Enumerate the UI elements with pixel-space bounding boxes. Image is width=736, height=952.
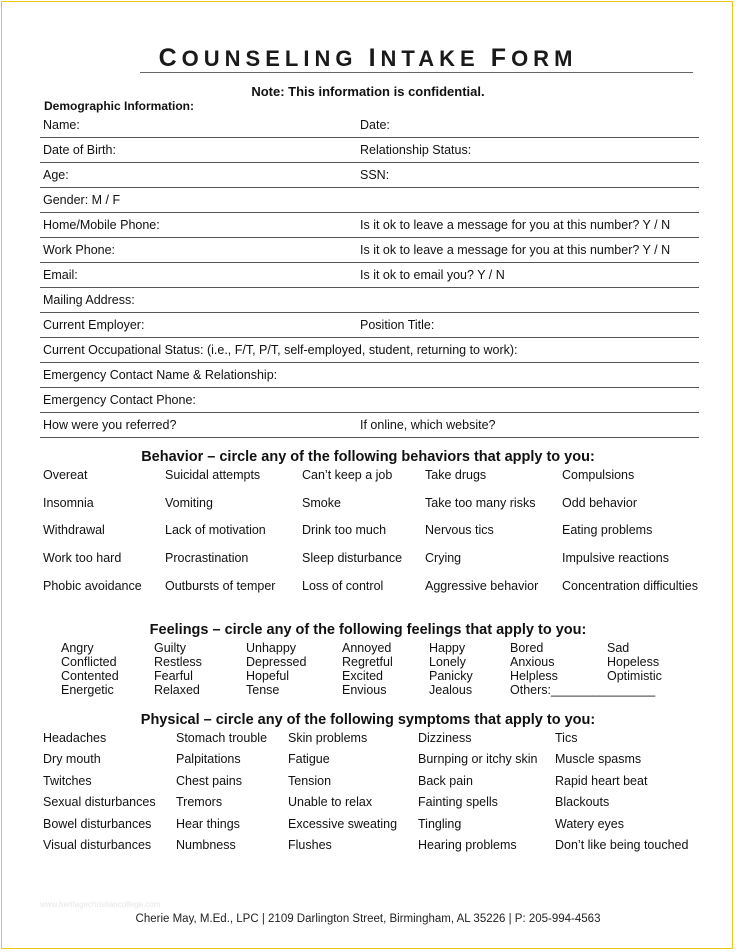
feeling-option[interactable]: Fearful xyxy=(154,669,193,683)
field-label: Age: xyxy=(43,168,69,182)
title-rule xyxy=(140,72,693,73)
field-label: Emergency Contact Name & Relationship: xyxy=(43,368,278,382)
field-label: Mailing Address: xyxy=(43,293,135,307)
demographic-heading: Demographic Information: xyxy=(44,99,195,113)
feeling-option[interactable]: Lonely xyxy=(429,655,466,669)
behavior-option[interactable]: Loss of control xyxy=(302,578,384,593)
symptom-option[interactable]: Muscle spasms xyxy=(555,752,642,767)
symptom-option[interactable]: Bowel disturbances xyxy=(43,816,152,831)
symptom-option[interactable]: Flushes xyxy=(288,838,332,852)
feeling-option[interactable]: Tense xyxy=(246,683,280,697)
symptom-option[interactable]: Twitches xyxy=(43,773,92,788)
feeling-option[interactable]: Hopeful xyxy=(246,669,290,683)
behavior-option[interactable]: Withdrawal xyxy=(43,523,105,538)
symptom-option[interactable]: Watery eyes xyxy=(555,816,625,831)
field-label: How were you referred? xyxy=(43,418,177,432)
feeling-option[interactable]: Helpless xyxy=(510,669,558,683)
demographic-row xyxy=(40,288,699,313)
field-label-right: Is it ok to leave a message for you at this number? Y / N xyxy=(360,218,671,232)
behavior-heading: Behavior – circle any of the following behaviors that apply to you: xyxy=(141,449,595,465)
symptom-option[interactable]: Visual disturbances xyxy=(43,838,152,852)
field-label: Current Occupational Status: (i.e., F/T, P/T, self-employed, student, returning to work): xyxy=(43,343,518,357)
form-title: COUNSELING INTAKE FORM xyxy=(158,44,578,72)
symptom-option[interactable]: Excessive sweating xyxy=(288,816,398,831)
behavior-option[interactable]: Eating problems xyxy=(562,523,653,538)
feelings-heading: Feelings – circle any of the following feelings that apply to you: xyxy=(149,622,587,638)
feeling-option[interactable]: Bored xyxy=(510,641,544,655)
symptom-option[interactable]: Stomach trouble xyxy=(176,731,268,745)
feeling-option[interactable]: Happy xyxy=(429,641,466,655)
behavior-option[interactable]: Concentration difficulties xyxy=(562,578,698,593)
field-label-right: Relationship Status: xyxy=(360,143,472,157)
behavior-option[interactable]: Insomnia xyxy=(43,495,94,510)
symptom-option[interactable]: Don’t like being touched xyxy=(555,838,689,852)
feeling-option[interactable]: Excited xyxy=(342,669,383,683)
demographic-row xyxy=(40,388,699,413)
footer-contact: Cherie May, M.Ed., LPC | 2109 Darlington Street, Birmingham, AL 35226 | P: 205-994-4563 xyxy=(135,913,601,925)
symptom-option[interactable]: Unable to relax xyxy=(288,795,373,810)
demographic-row xyxy=(40,213,699,238)
demographic-row xyxy=(40,113,699,138)
demographic-row xyxy=(40,363,699,388)
demographic-row xyxy=(40,313,699,338)
feeling-option[interactable]: Sad xyxy=(607,641,630,655)
symptom-option[interactable]: Skin problems xyxy=(288,731,368,745)
behavior-option[interactable]: Impulsive reactions xyxy=(562,551,669,566)
physical-heading: Physical – circle any of the following symptoms that apply to you: xyxy=(140,712,596,728)
field-label: Work Phone: xyxy=(43,243,116,257)
field-label: Home/Mobile Phone: xyxy=(43,218,160,232)
feeling-option[interactable]: Anxious xyxy=(510,655,555,669)
feeling-option[interactable]: Conflicted xyxy=(61,655,117,669)
symptom-option[interactable]: Sexual disturbances xyxy=(43,795,156,810)
field-label: Gender: M / F xyxy=(43,193,121,207)
field-label: Name: xyxy=(43,118,80,132)
confidential-note: Note: This information is confidential. xyxy=(251,84,485,99)
symptom-option[interactable]: Dizziness xyxy=(418,731,472,745)
behavior-option[interactable]: Vomiting xyxy=(165,495,213,510)
behavior-option[interactable]: Crying xyxy=(425,551,462,566)
feeling-option[interactable]: Relaxed xyxy=(154,683,200,697)
demographic-row xyxy=(40,413,699,438)
symptom-option[interactable]: Blackouts xyxy=(555,795,610,810)
behavior-option[interactable]: Nervous tics xyxy=(425,523,494,538)
symptom-option[interactable]: Palpitations xyxy=(176,752,241,767)
field-label: Date of Birth: xyxy=(43,143,116,157)
demographic-row xyxy=(40,188,699,213)
symptom-option[interactable]: Back pain xyxy=(418,773,473,788)
feeling-option[interactable]: Envious xyxy=(342,683,387,697)
behavior-option[interactable]: Compulsions xyxy=(562,468,635,482)
feeling-option[interactable]: Contented xyxy=(61,669,119,683)
field-label: Email: xyxy=(43,268,78,282)
feeling-option[interactable]: Panicky xyxy=(429,669,473,683)
feeling-option[interactable]: Optimistic xyxy=(607,669,662,683)
symptom-option[interactable]: Tremors xyxy=(176,795,223,810)
symptom-option[interactable]: Dry mouth xyxy=(43,752,101,767)
feeling-option[interactable]: Jealous xyxy=(429,683,473,697)
field-label: Current Employer: xyxy=(43,318,145,332)
behavior-option[interactable]: Aggressive behavior xyxy=(425,578,539,593)
field-label: Emergency Contact Phone: xyxy=(43,393,196,407)
feeling-option[interactable]: Hopeless xyxy=(607,655,660,669)
feeling-option[interactable]: Energetic xyxy=(61,683,114,697)
behavior-option[interactable]: Smoke xyxy=(302,495,341,510)
field-label-right: Position Title: xyxy=(360,318,435,332)
behavior-option[interactable]: Work too hard xyxy=(43,551,122,566)
symptom-option[interactable]: Tics xyxy=(555,731,578,745)
symptom-option[interactable]: Chest pains xyxy=(176,773,243,788)
behavior-option[interactable]: Outbursts of temper xyxy=(165,578,276,593)
symptom-option[interactable]: Fatigue xyxy=(288,752,330,767)
field-label-right: Is it ok to email you? Y / N xyxy=(360,268,505,282)
feeling-option[interactable]: Angry xyxy=(61,641,94,655)
feeling-option[interactable]: Guilty xyxy=(154,641,186,655)
feeling-option[interactable]: Regretful xyxy=(342,655,393,669)
symptom-option[interactable]: Tension xyxy=(288,773,332,788)
demographic-row xyxy=(40,238,699,263)
symptom-option[interactable]: Headaches xyxy=(43,731,107,745)
field-label-right: SSN: xyxy=(360,168,390,182)
behavior-option[interactable]: Odd behavior xyxy=(562,495,638,510)
symptom-option[interactable]: Numbness xyxy=(176,838,236,852)
feeling-option[interactable]: Restless xyxy=(154,655,202,669)
feeling-option[interactable]: Unhappy xyxy=(246,641,297,655)
symptom-option[interactable]: Fainting spells xyxy=(418,795,498,810)
feeling-option[interactable]: Annoyed xyxy=(342,641,392,655)
behavior-option[interactable]: Lack of motivation xyxy=(165,523,266,538)
behavior-option[interactable]: Sleep disturbance xyxy=(302,551,403,566)
demographic-row xyxy=(40,263,699,288)
behavior-option[interactable]: Procrastination xyxy=(165,551,249,566)
demographic-row xyxy=(40,163,699,188)
faint-watermark-text: www.heritagechristiancollege.com xyxy=(40,900,161,909)
demographic-row xyxy=(40,338,699,363)
behavior-option[interactable]: Take drugs xyxy=(425,468,487,482)
feeling-option[interactable]: Others:_______________ xyxy=(510,683,656,697)
symptom-option[interactable]: Burnping or itchy skin xyxy=(418,752,538,767)
behavior-option[interactable]: Overeat xyxy=(43,468,88,482)
behavior-option[interactable]: Can’t keep a job xyxy=(302,468,393,482)
symptom-option[interactable]: Tingling xyxy=(418,816,462,831)
field-label-right: If online, which website? xyxy=(360,418,496,432)
symptom-option[interactable]: Hear things xyxy=(176,816,240,831)
symptom-option[interactable]: Hearing problems xyxy=(418,838,517,852)
demographic-row xyxy=(40,138,699,163)
behavior-option[interactable]: Suicidal attempts xyxy=(165,468,261,482)
field-label-right: Date: xyxy=(360,118,390,132)
field-label-right: Is it ok to leave a message for you at this number? Y / N xyxy=(360,243,671,257)
behavior-option[interactable]: Drink too much xyxy=(302,523,387,538)
behavior-option[interactable]: Phobic avoidance xyxy=(43,578,142,593)
feeling-option[interactable]: Depressed xyxy=(246,655,307,669)
behavior-option[interactable]: Take too many risks xyxy=(425,495,536,510)
symptom-option[interactable]: Rapid heart beat xyxy=(555,773,648,788)
